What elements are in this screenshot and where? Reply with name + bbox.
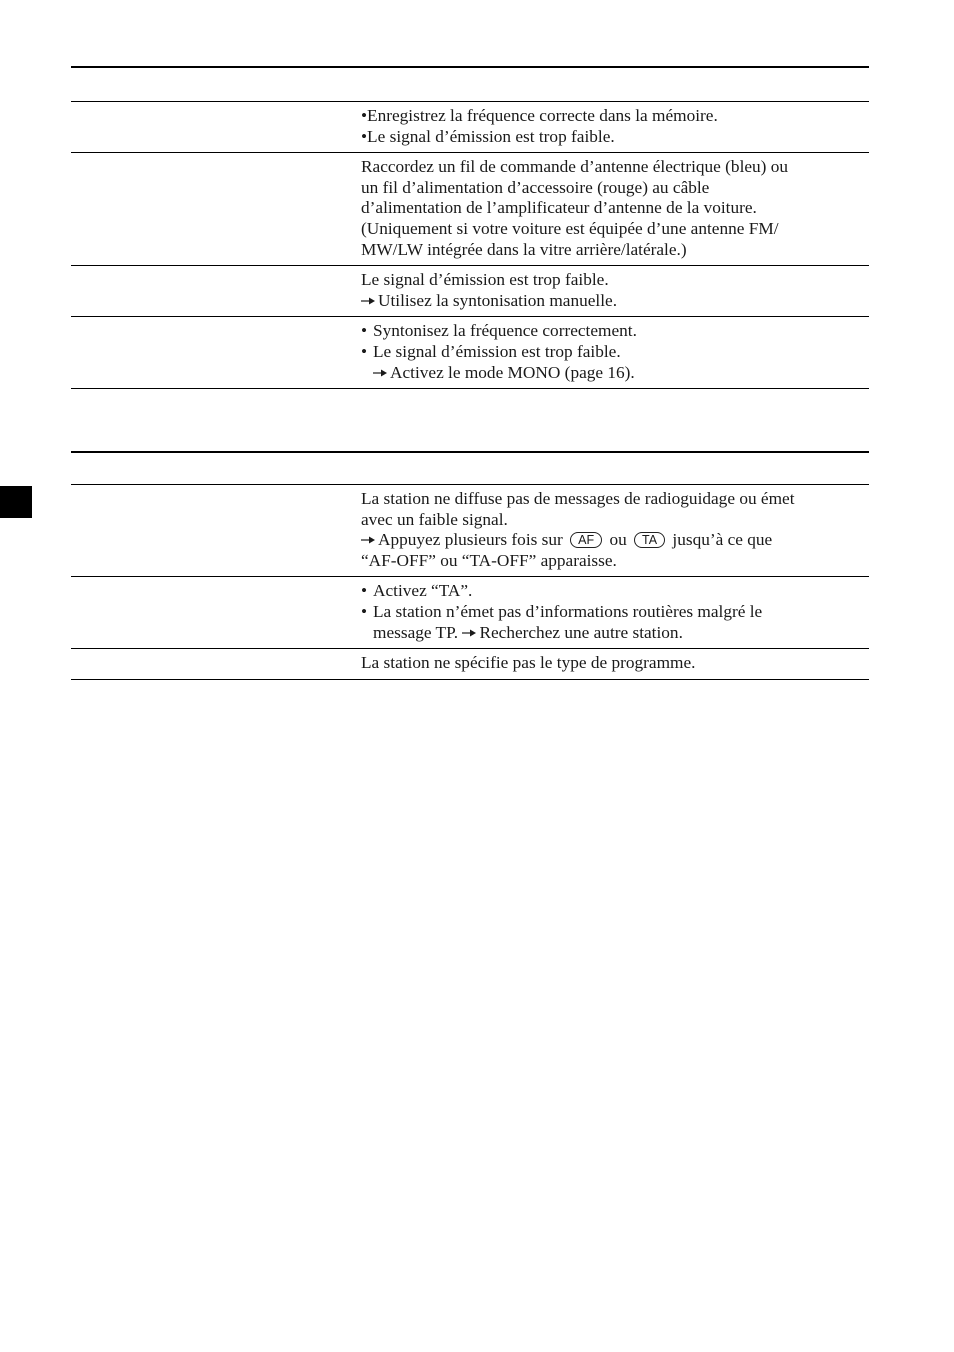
solution-line: MW/LW intégrée dans la vitre arrière/latérale.) <box>361 239 687 259</box>
solution-line <box>361 363 869 384</box>
solution-cell <box>361 321 869 383</box>
solution-line <box>361 623 869 644</box>
problem-cell <box>71 489 361 571</box>
problem-cell <box>71 270 361 311</box>
solution-text: Appuyez plusieurs fois sur <box>378 530 563 550</box>
solution-text: Utilisez la syntonisation manuelle. <box>378 290 618 310</box>
solution-cell <box>361 489 869 571</box>
solution-bullet: • Syntonisez la fréquence correctement. <box>361 321 869 342</box>
solution-text: message TP. <box>373 622 459 642</box>
problem-cell <box>71 106 361 147</box>
problem-cell <box>71 321 361 383</box>
radio-troubleshooting-table <box>71 66 869 389</box>
solution-line: un fil d’alimentation d’accessoire (rouge) au câble <box>361 177 710 197</box>
solution-line: d’alimentation de l’amplificateur d’antenne de la voiture. <box>361 198 757 218</box>
table-row <box>71 153 869 266</box>
solution-line <box>361 291 869 312</box>
solution-cell <box>361 157 869 260</box>
solution-line: avec un faible signal. <box>361 509 508 529</box>
solution-bullet: • Le signal d’émission est trop faible. <box>361 342 869 363</box>
ta-button-key: TA <box>634 532 665 548</box>
right-arrow-icon <box>462 628 476 638</box>
table-row <box>71 649 869 680</box>
solution-line: “AF-OFF” ou “TA-OFF” apparaisse. <box>361 550 617 570</box>
table-row <box>71 577 869 649</box>
solution-line: •Enregistrez la fréquence correcte dans la mémoire. <box>361 106 718 125</box>
solution-cell <box>361 653 869 674</box>
solution-text: Activez le mode MONO (page 16). <box>390 362 635 382</box>
solution-text: Recherchez une autre station. <box>479 622 683 642</box>
solution-bullet: • Activez “TA”. <box>361 581 869 602</box>
table-header <box>71 451 869 485</box>
solution-bullet: • La station n’émet pas d’informations routières malgré le <box>361 602 869 623</box>
solution-line: Raccordez un fil de commande d’antenne électrique (bleu) ou <box>361 157 789 177</box>
problem-cell <box>71 157 361 260</box>
solution-line: Le signal d’émission est trop faible. <box>361 270 609 290</box>
solution-text: ou <box>609 530 627 550</box>
problem-cell <box>71 581 361 643</box>
solution-cell <box>361 106 869 147</box>
af-button-key: AF <box>570 532 602 548</box>
solution-text: jusqu’à ce que <box>672 530 773 550</box>
problem-cell <box>71 653 361 674</box>
solution-line: La station ne spécifie pas le type de programme. <box>361 653 696 673</box>
table-row <box>71 266 869 317</box>
solution-line: La station ne diffuse pas de messages de radioguidage ou émet <box>361 489 795 508</box>
table-row <box>71 102 869 153</box>
solution-line <box>361 530 869 551</box>
right-arrow-icon <box>361 296 375 306</box>
solution-cell <box>361 581 869 643</box>
right-arrow-icon <box>373 368 387 378</box>
rds-troubleshooting-table <box>71 451 869 680</box>
right-arrow-icon <box>361 535 375 545</box>
table-header <box>71 66 869 102</box>
table-row <box>71 317 869 389</box>
table-row <box>71 485 869 577</box>
solution-line: (Uniquement si votre voiture est équipée d’une antenne FM/ <box>361 218 779 238</box>
solution-cell <box>361 270 869 311</box>
solution-line: •Le signal d’émission est trop faible. <box>361 126 615 146</box>
page-tab-marker <box>0 486 32 518</box>
